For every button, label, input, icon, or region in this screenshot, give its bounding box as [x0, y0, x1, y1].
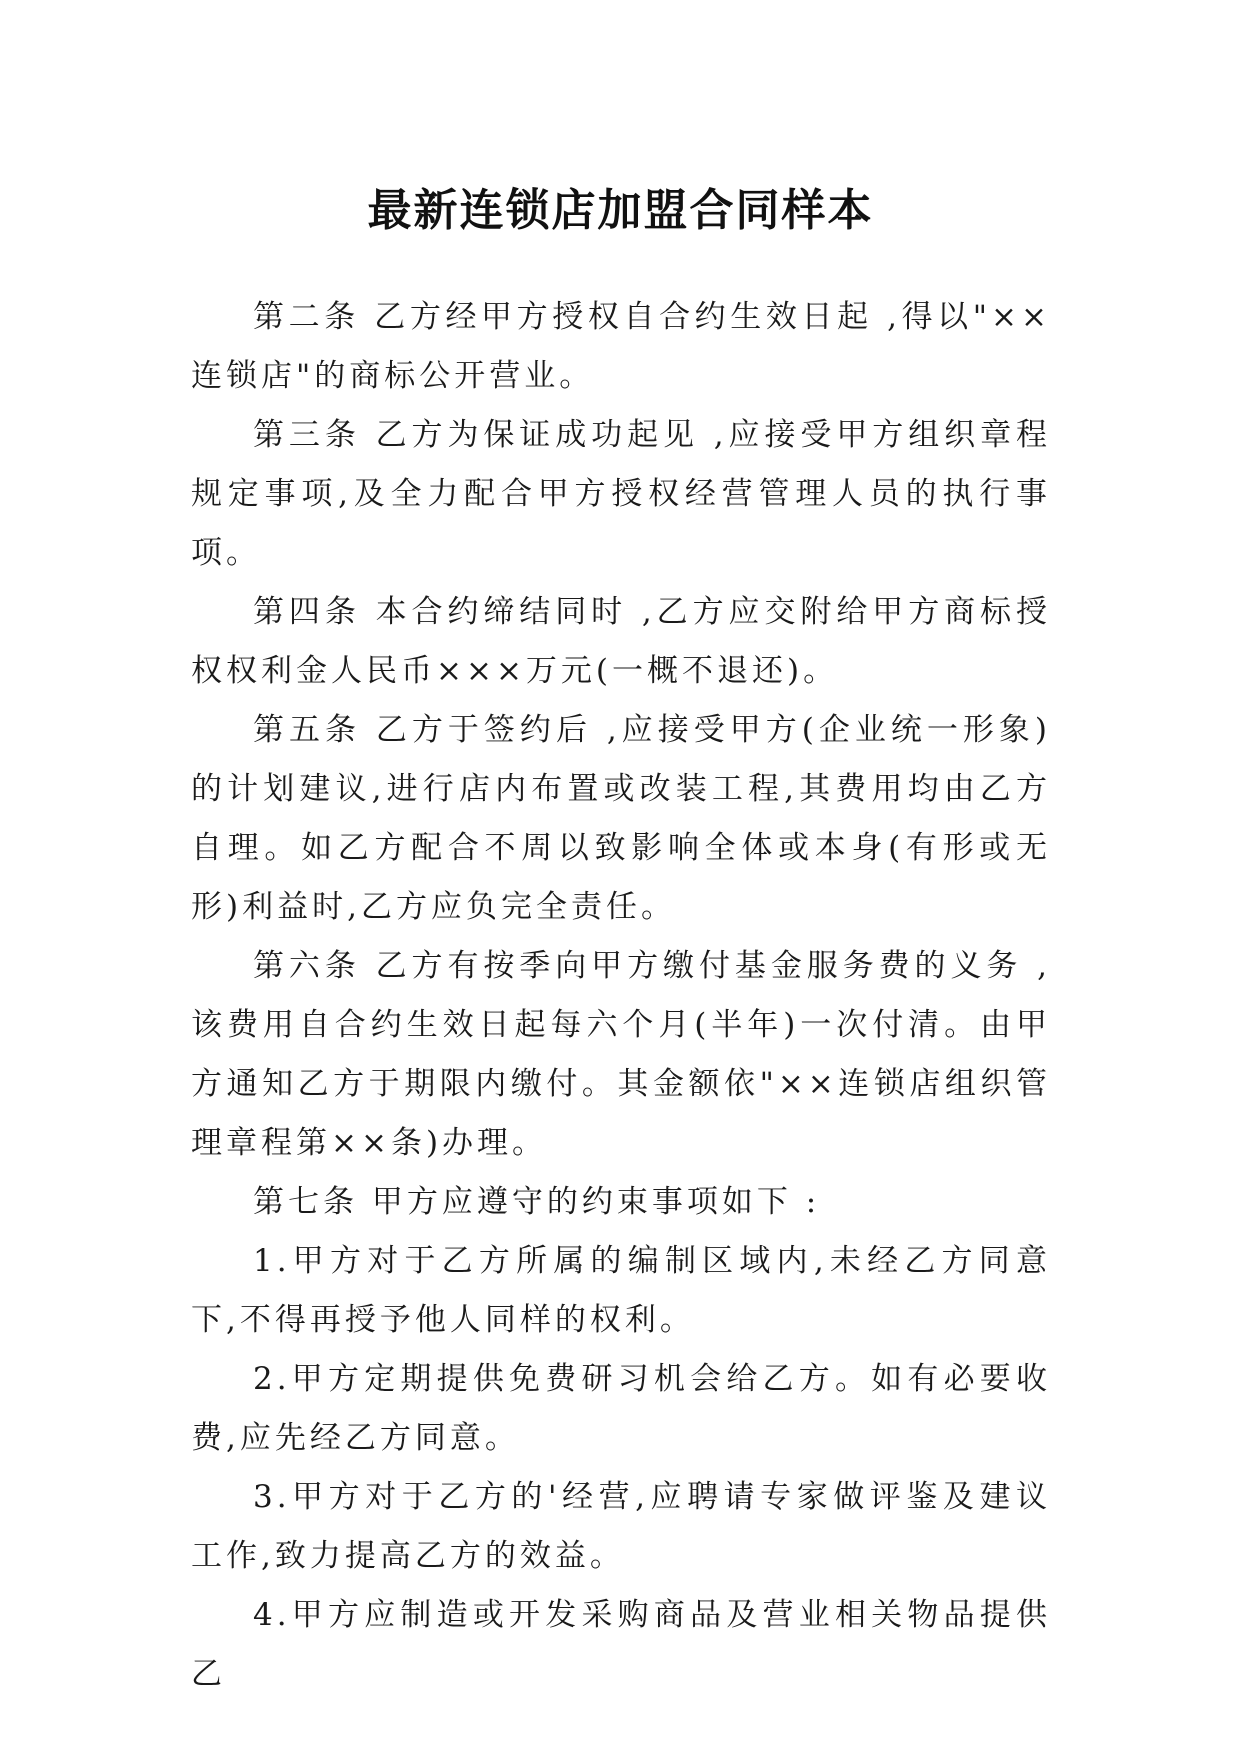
paragraph-article-3: 第三条 乙方为保证成功起见 ,应接受甲方组织章程规定事项,及全力配合甲方授权经营管理人员的执行事项。	[191, 417, 1051, 571]
paragraph-article-4: 第四条 本合约缔结同时 ,乙方应交附给甲方商标授权权利金人民币×××万元(一概不退还)。	[191, 594, 1051, 689]
list-item-1: 1.甲方对于乙方所属的编制区域内,未经乙方同意下,不得再授予他人同样的权利。	[191, 1243, 1051, 1338]
paragraph-article-5: 第五条 乙方于签约后 ,应接受甲方(企业统一形象)的计划建议,进行店内布置或改装工程,其费用均由乙方自理。如乙方配合不周以致影响全体或本身(有形或无形)利益时,乙方应负完全责任。	[191, 712, 1051, 925]
paragraph-article-2: 第二条 乙方经甲方授权自合约生效日起 ,得以"××连锁店"的商标公开营业。	[191, 299, 1051, 394]
list-item-3: 3.甲方对于乙方的'经营,应聘请专家做评鉴及建议工作,致力提高乙方的效益。	[191, 1479, 1051, 1574]
document-body	[191, 288, 1051, 1704]
list-item-2: 2.甲方定期提供免费研习机会给乙方。如有必要收费,应先经乙方同意。	[191, 1361, 1051, 1456]
list-item-4: 4.甲方应制造或开发采购商品及营业相关物品提供乙	[191, 1597, 1051, 1692]
paragraph-article-6: 第六条 乙方有按季向甲方缴付基金服务费的义务 ,该费用自合约生效日起每六个月(半年)一次付清。由甲方通知乙方于期限内缴付。其金额依"××连锁店组织管理章程第××条)办理。	[191, 948, 1051, 1161]
document-title: 最新连锁店加盟合同样本	[367, 185, 874, 237]
paragraph-article-7: 第七条 甲方应遵守的约束事项如下 :	[253, 1184, 821, 1220]
